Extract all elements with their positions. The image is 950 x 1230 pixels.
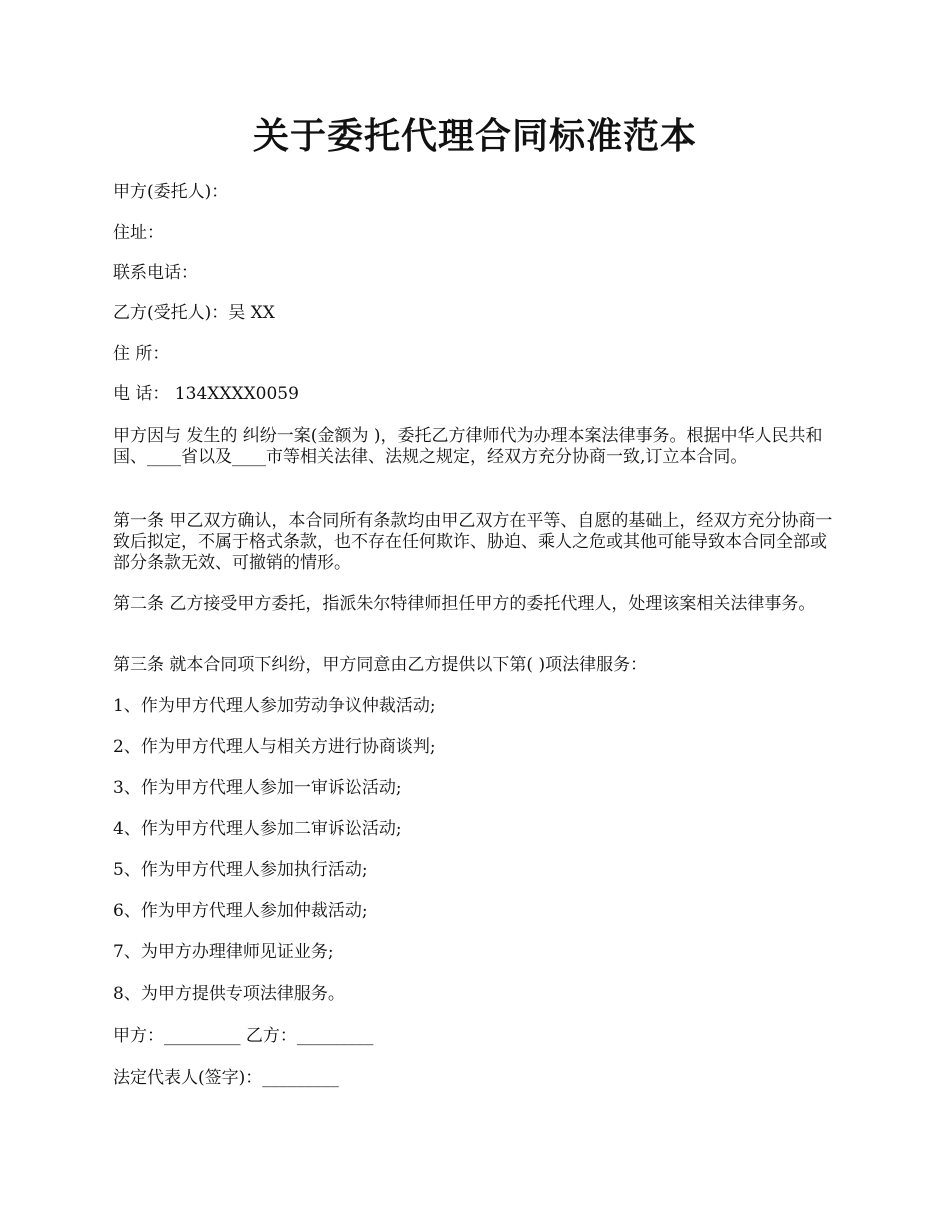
party-a-label: 甲方(委托人)： bbox=[113, 182, 229, 202]
document-title: 关于委托代理合同标准范本 bbox=[252, 115, 697, 157]
legal-representative-signature: 法定代表人(签字)：_________ bbox=[113, 1068, 339, 1088]
signature-parties: 甲方：_________ 乙方：_________ bbox=[113, 1026, 374, 1046]
service-item: 5、作为甲方代理人参加执行活动; bbox=[113, 860, 368, 880]
service-item: 3、作为甲方代理人参加一审诉讼活动; bbox=[113, 778, 402, 798]
article-1: 第一条 甲乙双方确认，本合同所有条款均由甲乙双方在平等、自愿的基础上，经双方充分协商一致后拟定，不属于格式条款，也不存在任何欺诈、胁迫、乘人之危或其他可能导致本合同全部或部分条款无效、可撤销的情形。 bbox=[113, 511, 833, 573]
service-item: 6、作为甲方代理人参加仲裁活动; bbox=[113, 901, 368, 921]
party-b-label: 乙方(受托人)：吴 XX bbox=[113, 303, 275, 323]
service-item: 8、为甲方提供专项法律服务。 bbox=[113, 984, 345, 1004]
service-item: 7、为甲方办理律师见证业务; bbox=[113, 942, 334, 962]
service-item: 4、作为甲方代理人参加二审诉讼活动; bbox=[113, 819, 402, 839]
article-2: 第二条 乙方接受甲方委托，指派朱尔特律师担任甲方的委托代理人，处理该案相关法律事务。 bbox=[113, 594, 816, 614]
article-3: 第三条 就本合同项下纠纷，甲方同意由乙方提供以下第( )项法律服务： bbox=[113, 655, 648, 675]
intro-paragraph: 甲方因与 发生的 纠纷一案(金额为 )，委托乙方律师代为办理本案法律事务。根据中华人民共和国、____省以及____市等相关法律、法规之规定，经双方充分协商一致,订立本合同。 bbox=[113, 426, 823, 467]
address-label: 住址： bbox=[113, 223, 164, 243]
service-item: 1、作为甲方代理人参加劳动争议仲裁活动; bbox=[113, 696, 436, 716]
residence-label: 住 所： bbox=[113, 344, 170, 364]
contact-phone-label: 联系电话： bbox=[113, 263, 198, 283]
phone-label: 电 话： 134XXXX0059 bbox=[113, 384, 299, 404]
service-item: 2、作为甲方代理人与相关方进行协商谈判; bbox=[113, 737, 436, 757]
